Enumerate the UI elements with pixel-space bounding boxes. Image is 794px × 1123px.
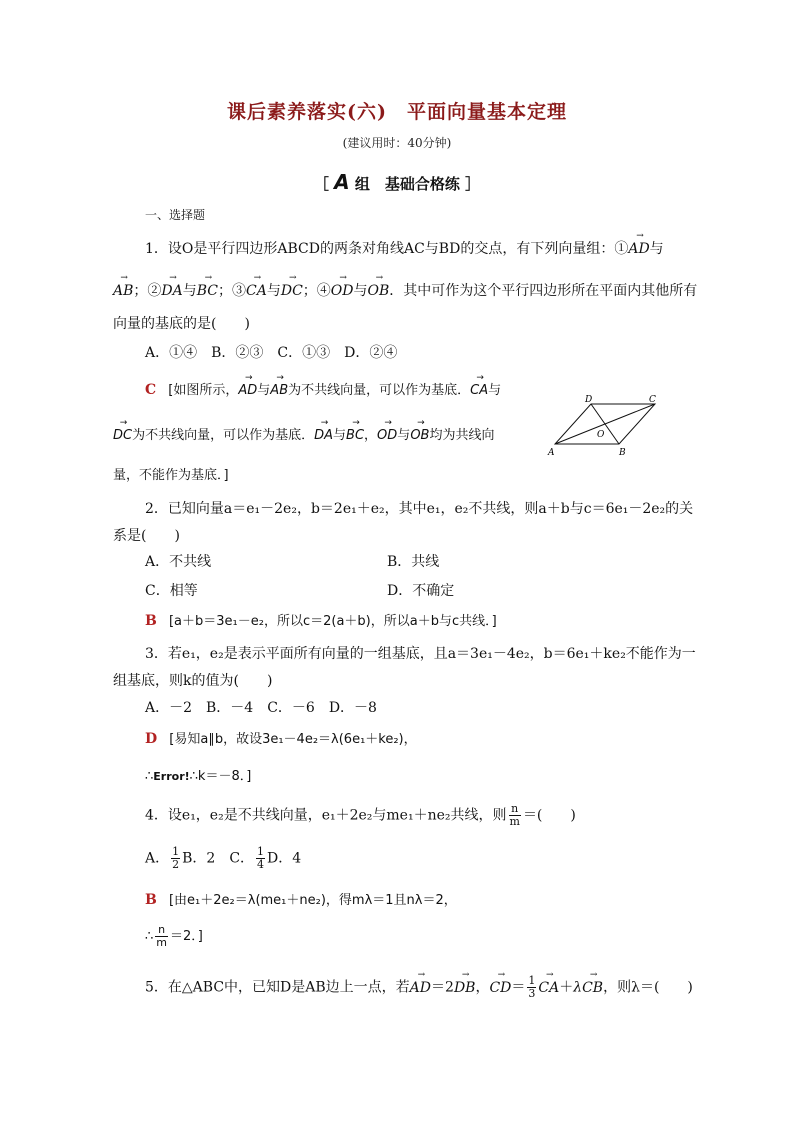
page-title: 课后素养落实(六) 平面向量基本定理: [227, 101, 567, 123]
q4-option-c-fraction: $\frac{1}{4}$: [257, 845, 265, 871]
group-letter: A: [334, 170, 350, 194]
q2-answer: B: [145, 613, 157, 629]
section-heading: 一、选择题: [145, 208, 206, 222]
q1-answer: C: [145, 382, 157, 398]
bracket-open: ［: [313, 175, 329, 193]
q4-option-a-fraction: $\frac{1}{2}$: [172, 845, 180, 871]
diagonal-bd: [591, 404, 619, 444]
q5-fraction: $\frac{1}{3}$: [528, 974, 536, 1000]
q3-answer: D: [145, 731, 158, 747]
q5-stem: 5．在△ABC中，已知D是AB边上一点，若→ AD＝2→ DB，→ CD＝ $\frac{1}{3}$ → CA＋λ→ CB，则λ＝( ): [145, 975, 693, 1000]
q1-stem-line1: 1．设O是平行四边形ABCD的两条对角线AC与BD的交点，有下列向量组：①→ AD与: [145, 238, 664, 258]
q4-explanation-line2: ∴ $\frac{n}{m}$ ＝2．]: [145, 923, 203, 949]
q2-option-a: A．不共线: [145, 554, 212, 570]
q1-explanation-line2: → DC为不共线向量，可以作为基底．→ DA与→ BC，→ OD与→ OB均为共线向: [113, 424, 494, 443]
bracket-close: ］: [465, 175, 481, 193]
q3-explanation-line2: ∴Error!∴k＝－8．]: [145, 769, 252, 784]
label-a: A: [548, 448, 555, 458]
q4-explanation-line1: B [由e₁＋2e₂＝λ(me₁＋ne₂)，得mλ＝1且nλ＝2，: [145, 892, 457, 908]
q4-stem-fraction: $\frac{n}{m}$: [509, 802, 520, 828]
q4-stem: 4．设e₁，e₂是不共线向量，e₁＋2e₂与me₁＋ne₂共线，则 $\frac{n}{m}$ ＝( ): [145, 802, 576, 828]
q3-explanation-line1: D [易知a∥b，故设3e₁－4e₂＝λ(6e₁＋ke₂)，: [145, 731, 417, 747]
q2-stem-line2: 系是( ): [113, 528, 180, 544]
q2-stem-line1: 2．已知向量a＝e₁－2e₂，b＝2e₁＋e₂，其中e₁，e₂不共线，则a＋b与c＝6e₁－2e₂的关: [145, 501, 694, 517]
group-heading: [0, 170, 794, 194]
q4-explanation-fraction: $\frac{n}{m}$: [156, 923, 167, 949]
q3-stem-line2: 组基底，则k的值为( ): [113, 673, 273, 689]
label-b: B: [619, 448, 626, 458]
q2-option-b: B．共线: [387, 554, 440, 570]
suggested-time: (建议用时：40分钟): [342, 136, 452, 150]
q4-options: A． $\frac{1}{2}$ B．2 C． $\frac{1}{4}$ D．4: [145, 845, 302, 871]
q4-answer: B: [145, 892, 157, 908]
q3-options: A．－2 B．－4 C．－6 D．－8: [145, 700, 377, 716]
q2-option-c: C．相等: [145, 583, 198, 599]
q2-explanation: B [a＋b＝3e₁－e₂，所以c＝2(a＋b)，所以a＋b与c共线．]: [145, 613, 497, 629]
q1-stem-line3: 向量的基底的是( ): [113, 316, 250, 332]
label-o: O: [597, 430, 605, 440]
group-label: 组 基础合格练: [354, 175, 460, 193]
q1-explanation-line1: C [如图所示，→ AD与→ AB为不共线向量，可以作为基底．→ CA与: [145, 379, 501, 398]
q1-options: A．①④ B．②③ C．①③ D．②④: [145, 345, 398, 361]
parallelogram-figure: [545, 392, 665, 462]
q1-explanation-line3: 量，不能作为基底．]: [113, 468, 229, 483]
error-marker: Error!: [153, 770, 190, 783]
label-c: C: [649, 395, 656, 405]
q3-stem-line1: 3．若e₁，e₂是表示平面所有向量的一组基底，且a＝3e₁－4e₂，b＝6e₁＋ke₂不能作为一: [145, 646, 696, 662]
q1-stem-line2: → AB；②→ DA与→ BC；③→ CA与→ DC；④→ OD与→ OB．其中可作为这个平行四边形所在平面内其他所有: [113, 280, 697, 300]
label-d: D: [585, 395, 593, 405]
q2-option-d: D．不确定: [387, 583, 455, 599]
